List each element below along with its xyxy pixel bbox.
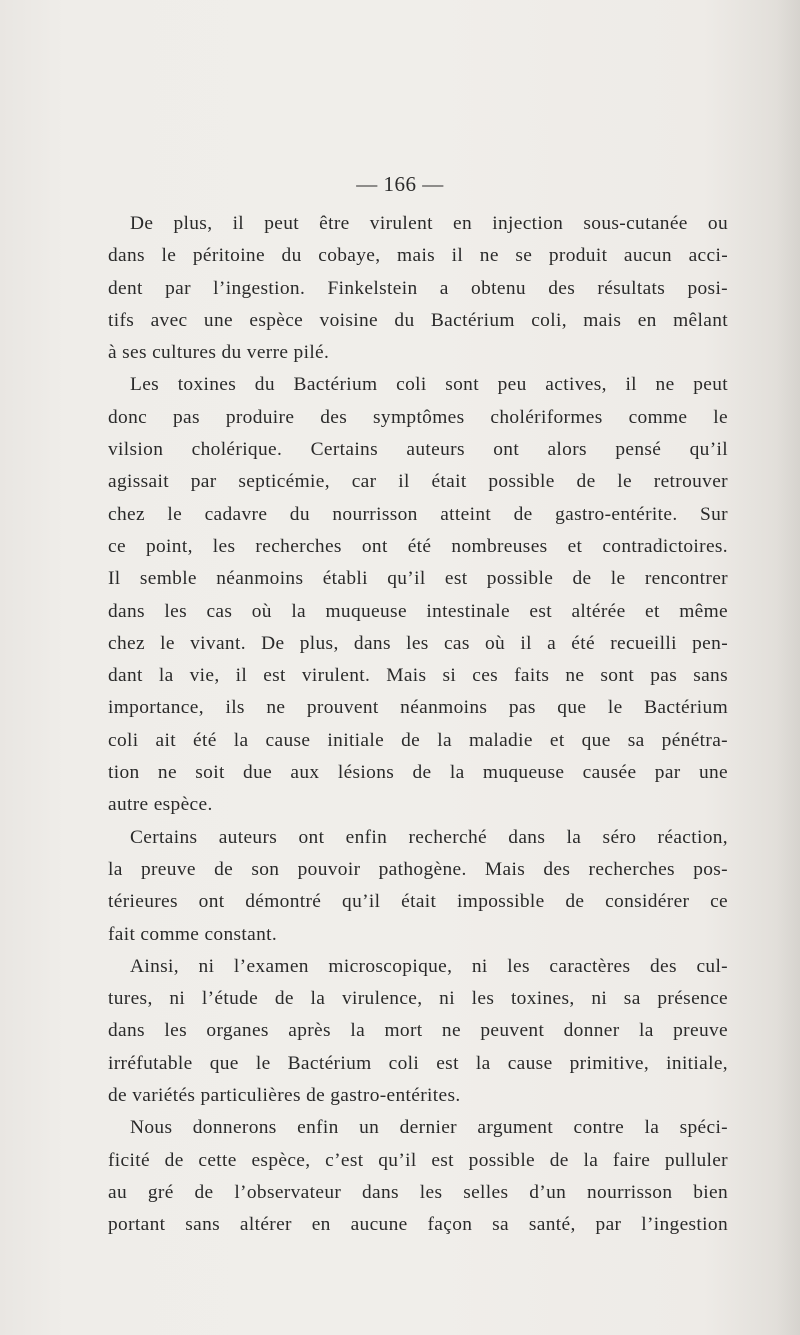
text-line: la preuve de son pouvoir pathogène. Mais des recherches pos-: [108, 858, 728, 880]
text-line: tures, ni l’étude de la virulence, ni les toxines, ni sa présence: [108, 988, 728, 1010]
text-line: dant la vie, il est virulent. Mais si ces faits ne sont pas sans: [108, 665, 728, 687]
text-line: Les toxines du Bactérium coli sont peu actives, il ne peut: [130, 374, 728, 396]
text-line: importance, ils ne prouvent néanmoins pas que le Bactérium: [108, 697, 728, 719]
text-line: de variétés particulières de gastro-entérites.: [108, 1085, 461, 1107]
text-line: irréfutable que le Bactérium coli est la cause primitive, initiale,: [108, 1052, 728, 1074]
text-line: dent par l’ingestion. Finkelstein a obtenu des résultats posi-: [108, 277, 728, 299]
text-line: portant sans altérer en aucune façon sa santé, par l’ingestion: [108, 1214, 728, 1236]
text-line: coli ait été la cause initiale de la maladie et que sa pénétra-: [108, 729, 728, 751]
text-line: De plus, il peut être virulent en injection sous-cutanée ou: [130, 213, 728, 234]
text-line: ficité de cette espèce, c’est qu’il est possible de la faire pulluler: [108, 1149, 728, 1171]
text-line: agissait par septicémie, car il était possible de le retrouver: [108, 471, 728, 493]
text-line: au gré de l’observateur dans les selles d’un nourrisson bien: [108, 1181, 728, 1203]
text-line: tion ne soit due aux lésions de la muqueuse causée par une: [108, 762, 728, 784]
text-line: ce point, les recherches ont été nombreuses et contradictoires.: [108, 535, 728, 557]
text-line: chez le vivant. De plus, dans les cas où il a été recueilli pen-: [108, 632, 728, 654]
text-line: tifs avec une espèce voisine du Bactérium coli, mais en mêlant: [108, 309, 728, 331]
text-line: vilsion cholérique. Certains auteurs ont alors pensé qu’il: [108, 439, 728, 461]
text-line: Il semble néanmoins établi qu’il est possible de le rencontrer: [108, 568, 728, 590]
text-line: donc pas produire des symptômes cholériformes comme le: [108, 406, 728, 428]
page-number: — 166 —: [356, 172, 444, 196]
body-text: [108, 208, 728, 1242]
text-line: dans le péritoine du cobaye, mais il ne se produit aucun acci-: [108, 245, 728, 267]
text-line: chez le cadavre du nourrisson atteint de gastro-entérite. Sur: [108, 503, 728, 525]
text-line: à ses cultures du verre pilé.: [108, 342, 330, 364]
text-line: autre espèce.: [108, 794, 213, 816]
text-line: Certains auteurs ont enfin recherché dans la séro réaction,: [130, 826, 728, 848]
text-line: dans les cas où la muqueuse intestinale est altérée et même: [108, 600, 728, 622]
text-line: dans les organes après la mort ne peuvent donner la preuve: [108, 1020, 728, 1042]
text-line: fait comme constant.: [108, 923, 278, 945]
text-line: Nous donnerons enfin un dernier argument contre la spéci-: [130, 1117, 728, 1139]
text-line: térieures ont démontré qu’il était impossible de considérer ce: [108, 891, 728, 913]
text-line: Ainsi, ni l’examen microscopique, ni les caractères des cul-: [130, 955, 728, 977]
